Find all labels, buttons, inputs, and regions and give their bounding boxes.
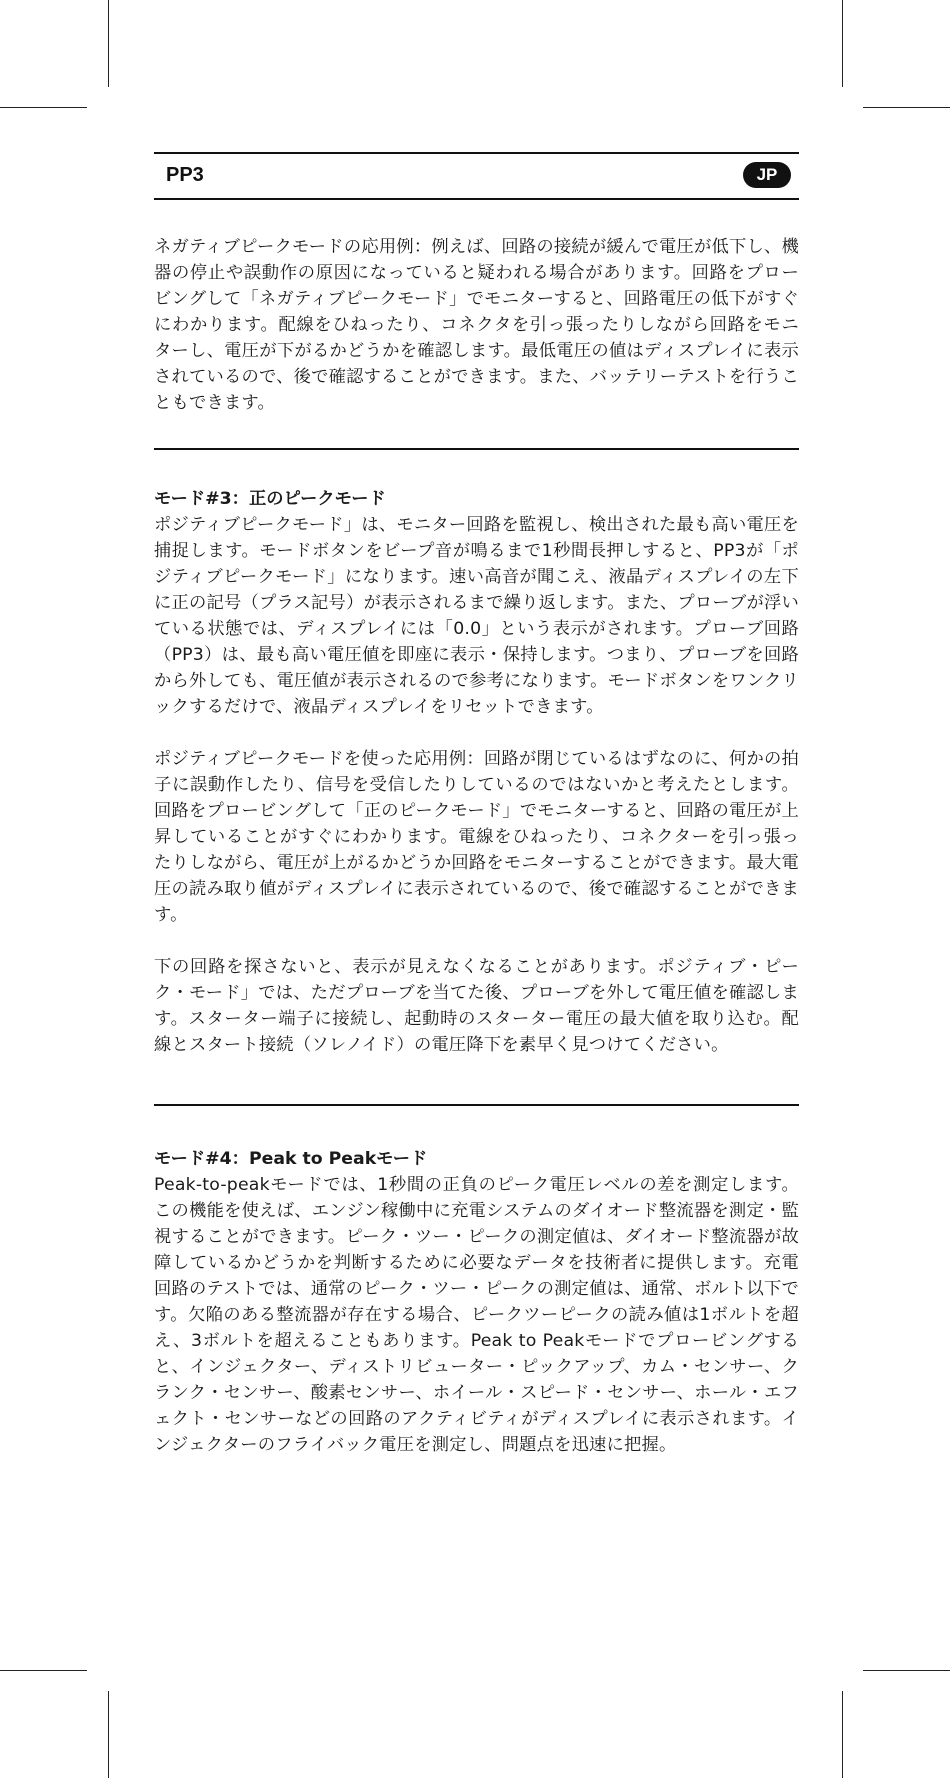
mode4-title: モード#4：Peak to Peakモード	[154, 1149, 428, 1169]
mode4-section	[154, 1146, 799, 1458]
language-badge: JP	[743, 162, 791, 188]
crop-mark-bottom-right-horizontal	[863, 1670, 950, 1671]
mode3-paragraph-2: ポジティブピークモードを使った応用例：回路が閉じているはずなのに、何かの拍子に誤動作したり、信号を受信したりしているのではないかと考えたとします。回路をプロービングして「正のピークモード」でモニターすると、回路の電圧が上昇していることがすぐにわかります。電線をひねったり、コネクターを引っ張ったりしながら、電圧が上がるかどうか回路をモニターすることができます。最大電圧の読み取り値がディスプレイに表示されているので、後で確認することができます。	[154, 749, 799, 925]
section-divider	[154, 1104, 799, 1106]
model-name: PP3	[166, 164, 204, 186]
intro-paragraph: ネガティブピークモードの応用例：例えば、回路の接続が緩んで電圧が低下し、機器の停止や誤動作の原因になっていると疑われる場合があります。回路をプロービングして「ネガティブピークモード」でモニターすると、回路電圧の低下がすぐにわかります。配線をひねったり、コネクタを引っ張ったりしながら回路をモニターし、電圧が下がるかどうかを確認します。最低電圧の値はディスプレイに表示されているので、後で確認することができます。また、バッテリーテストを行うこともできます。	[154, 237, 799, 413]
manual-page	[154, 152, 799, 1458]
mode3-section	[154, 486, 799, 1058]
page-header	[154, 152, 799, 200]
crop-mark-bottom-left-vertical	[108, 1691, 109, 1778]
crop-mark-top-left-vertical	[108, 0, 109, 87]
crop-mark-bottom-left-horizontal	[0, 1670, 87, 1671]
crop-mark-top-left-horizontal	[0, 107, 87, 108]
mode3-paragraph-1: ポジティブピークモード」は、モニター回路を監視し、検出された最も高い電圧を捕捉します。モードボタンをビープ音が鳴るまで1秒間長押しすると、PP3が「ポジティブピークモード」になります。速い高音が聞こえ、液晶ディスプレイの左下に正の記号（プラス記号）が表示されるまで繰り返します。また、プローブが浮いている状態では、ディスプレイには「0.0」という表示がされます。プローブ回路（PP3）は、最も高い電圧値を即座に表示・保持します。つまり、プローブを回路から外しても、電圧値が表示されるので参考になります。モードボタンをワンクリックするだけで、液晶ディスプレイをリセットできます。	[154, 515, 799, 717]
mode3-paragraph-3: 下の回路を探さないと、表示が見えなくなることがあります。ポジティブ・ピーク・モード」では、ただプローブを当てた後、プローブを外して電圧値を確認します。スターター端子に接続し、起動時のスターター電圧の最大値を取り込む。配線とスタート接続（ソレノイド）の電圧降下を素早く見つけてください。	[154, 957, 799, 1055]
mode4-paragraph: Peak-to-peakモードでは、1秒間の正負のピーク電圧レベルの差を測定します。この機能を使えば、エンジン稼働中に充電システムのダイオード整流器を測定・監視することができます。ピーク・ツー・ピークの測定値は、ダイオード整流器が故障しているかどうかを判断するために必要なデータを技術者に提供します。充電回路のテストでは、通常のピーク・ツー・ピークの測定値は、通常、ボルト以下です。欠陥のある整流器が存在する場合、ピークツーピークの読み値は1ボルトを超え、3ボルトを超えることもあります。Peak to Peakモードでプロービングすると、インジェクター、ディストリビューター・ピックアップ、カム・センサー、クランク・センサー、酸素センサー、ホイール・スピード・センサー、ホール・エフェクト・センサーなどの回路のアクティビティがディスプレイに表示されます。インジェクターのフライバック電圧を測定し、問題点を迅速に把握。	[154, 1175, 799, 1455]
crop-mark-top-right-vertical	[842, 0, 843, 87]
crop-mark-bottom-right-vertical	[842, 1691, 843, 1778]
mode3-title: モード#3：正のピークモード	[154, 489, 386, 509]
section-divider	[154, 448, 799, 450]
crop-mark-top-right-horizontal	[863, 107, 950, 108]
